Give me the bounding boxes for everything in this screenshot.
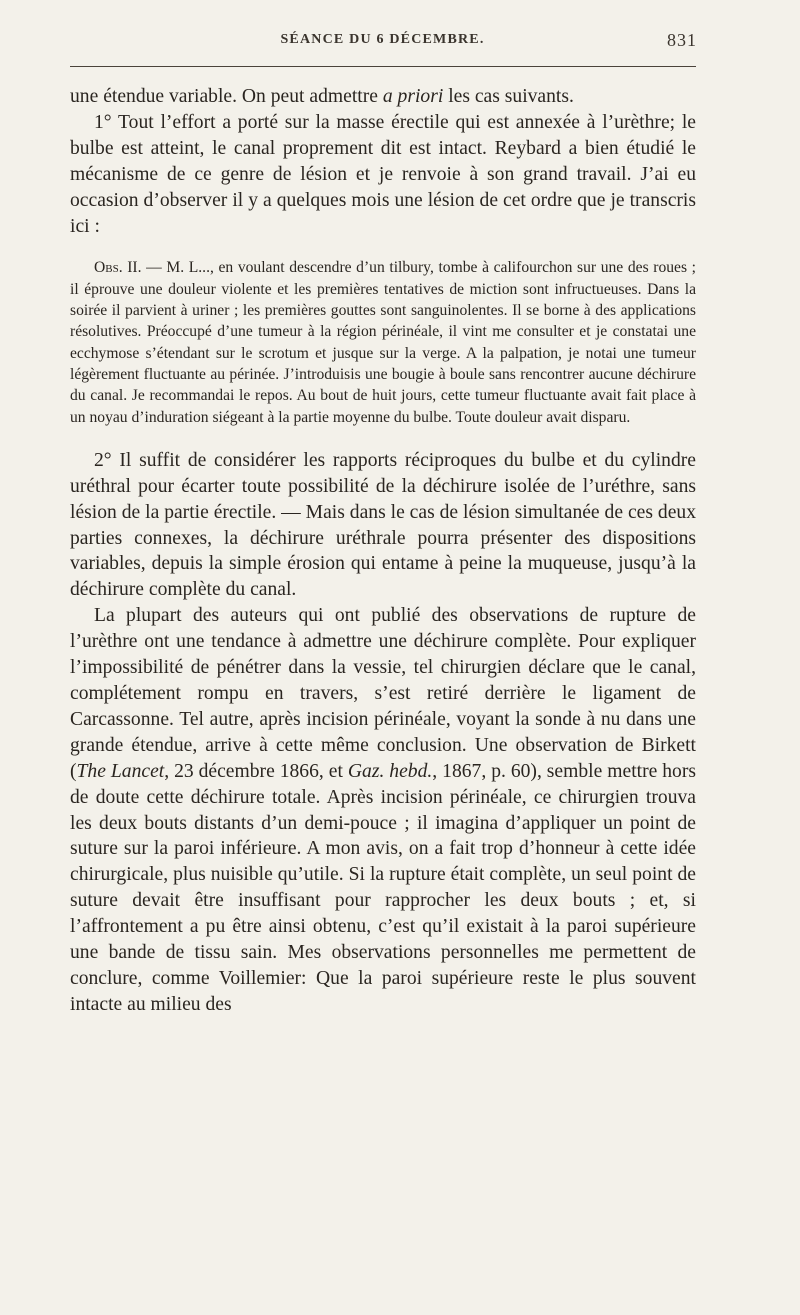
header-rule [70,66,696,67]
obs-text: — M. L..., en voulant descendre d’un tilbury, tombe à califourchon sur une des roues ; il éprouve une douleur violente et les premières tentatives de miction sont infructueuses. Dans la soirée il parvient à uriner ; les premières gouttes sont sanguinolentes. Il se borne à des applications résolutives. Préoccupé d’une tumeur à la région périnéale, il vint me consulter et je constatai une ecchymose s’étendant sur le scrotum et jusque sur la verge. A la palpation, je notai une tumeur légèrement fluctuante au périnée. J’introduisis une bougie à boule sans rencontrer aucune déchirure du canal. Je recommandai le repos. Au bout de huit jours, cette tumeur fluctuante avait fait place à un noyau d’induration siégeant à la partie moyenne du bulbe. Toute douleur avait disparu. [70,259,696,426]
body-text [70,84,696,1018]
paragraph-authors [70,603,696,1018]
running-title: SÉANCE DU 6 DÉCEMBRE. [280,32,485,47]
paragraph-case-1: 1° Tout l’effort a porté sur la masse érectile qui est annexée à l’urèthre; le bulbe est atteint, le canal proprement dit est intact. Reybard a bien étudié le mécanisme de ce genre de lésion et je renvoie à son grand travail. J’ai eu occasion d’observer il y a quelques mois une lésion de cet ordre que je transcris ici : [70,111,696,237]
p4-text-b: , 23 décembre 1866, et [164,760,343,782]
paragraph-continuation [70,84,696,110]
p4-text-c: , 1867, p. 60), semble mettre hors de doute cette déchirure totale. Après incision périnéale, ce chirurgien trouva les deux bouts distants d’un demi-pouce ; il imagina d’appliquer un point de suture sur la paroi inférieure. A mon avis, on a fait trop d’honneur à cette idée chirurgicale, plus nuisible qu’utile. Si la rupture était complète, un seul point de suture devait être insuffisant pour rapprocher les deux bouts ; et, si l’affrontement a pu être ainsi obtenu, c’est qu’il existait à la paroi supérieure une bande de tissu sain. Mes observations personnelles me permettent de conclure, comme Voillemier: Que la paroi supérieure reste le plus souvent intacte au milieu des [70,760,697,1015]
observation-2 [70,257,696,427]
p4-italic-lancet: The Lancet [76,760,165,782]
p4-italic-gaz: Gaz. hebd. [347,760,433,782]
paragraph-case-2: 2° Il suffit de considérer les rapports réciproques du bulbe et du cylindre uréthral pour écarter toute possibilité de la déchirure isolée de l’uréthre, sans lésion de la partie érectile. — Mais dans le cas de lésion simultanée de ces deux parties connexes, la déchirure uréthrale pourra présenter des dispositions variables, depuis la simple érosion qui entame à peine la muqueuse, jusqu’à la déchirure complète du canal. [70,449,696,601]
p4-text-a: La plupart des auteurs qui ont publié des observations de rupture de l’urèthre ont une tendance à admettre une déchirure complète. Pour expliquer l’impossibilité de pénétrer dans la vessie, tel chirurgien déclare que le canal, complétement rompu en travers, s’est retiré derrière le ligament de Carcassonne. Tel autre, après incision périnéale, voyant la sonde à nu dans une grande étendue, arrive à cette même conclusion. Une observation de Birkett ( [70,605,696,782]
running-header [68,32,697,58]
page-number: 831 [667,30,697,50]
p1-italic: a priori [382,86,444,107]
obs-label: Obs. II. [94,259,142,277]
p1-end: les cas suivants. [448,86,574,107]
p1-text: une étendue variable. On peut admettre [70,86,378,107]
